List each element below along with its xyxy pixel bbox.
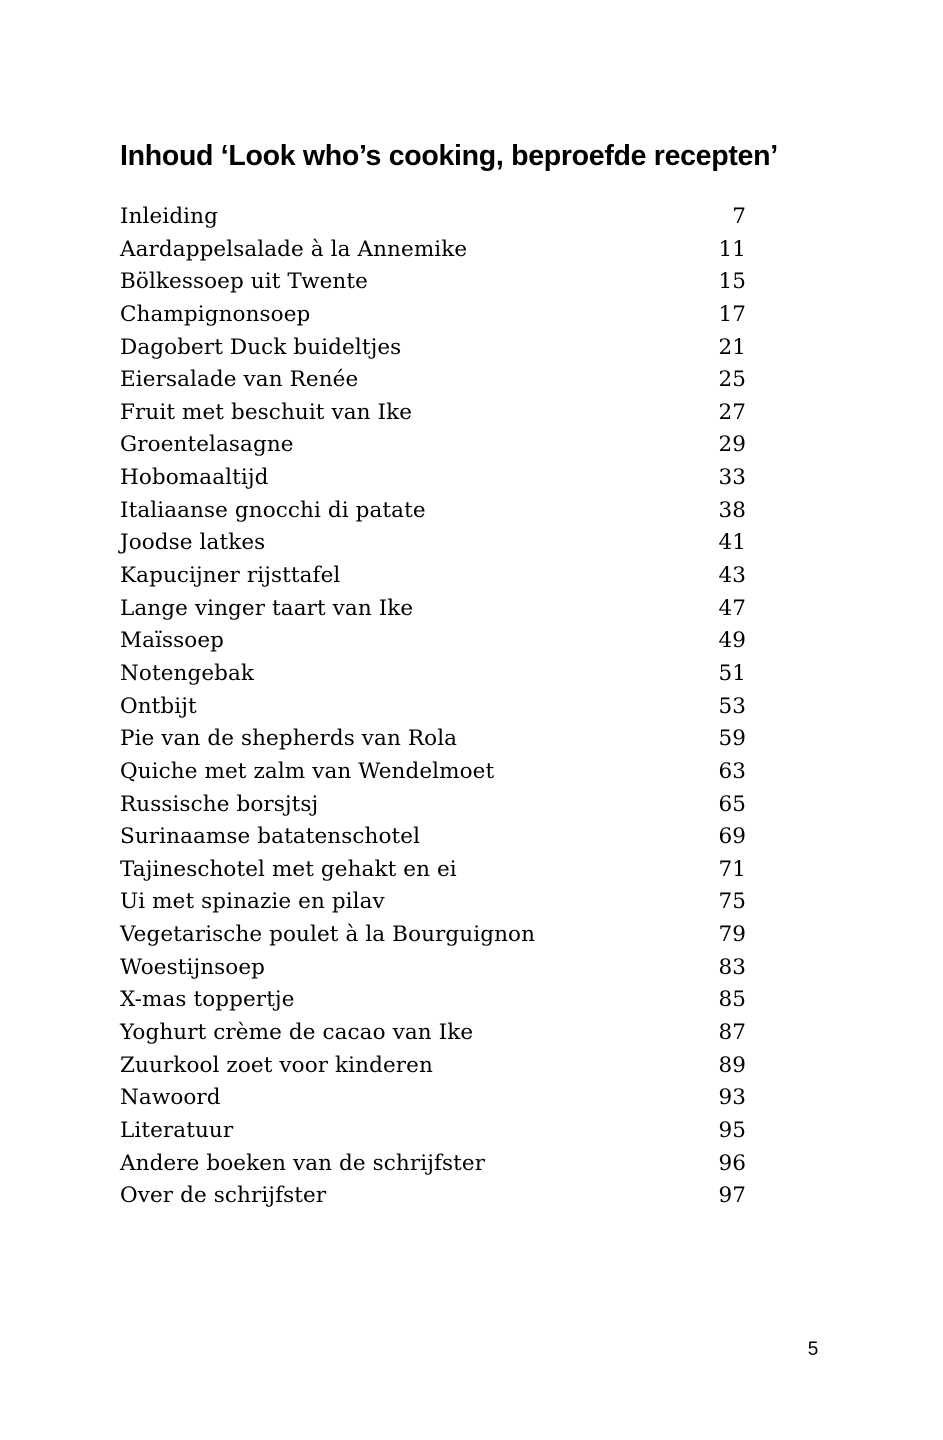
toc-entry: [120, 628, 746, 661]
toc-entry-page: 59: [718, 726, 746, 752]
toc-entry-page: 75: [718, 889, 746, 915]
toc-entry-title: Russische borsjtsj: [120, 791, 319, 817]
toc-entry: [120, 955, 746, 988]
toc-entry: [120, 498, 746, 531]
toc-entry: [120, 237, 746, 270]
toc-entry-page: 87: [718, 1020, 746, 1046]
toc-entry: [120, 204, 746, 237]
toc-entry-title: Over de schrijfster: [120, 1183, 327, 1209]
toc-entry: [120, 367, 746, 400]
toc-entry: [120, 1151, 746, 1184]
toc-entry-title: Yoghurt crème de cacao van Ike: [120, 1020, 474, 1046]
page-number: 5: [807, 1339, 819, 1360]
toc-entry-title: Maïssoep: [120, 628, 225, 654]
toc-entry: [120, 432, 746, 465]
toc-entry: [120, 987, 746, 1020]
toc-entry-page: 11: [718, 236, 746, 262]
toc-entry-title: Kapucijner rijsttafel: [120, 563, 341, 589]
toc-entry-title: Eiersalade van Renée: [120, 367, 359, 393]
toc-entry: [120, 302, 746, 335]
toc-entry-title: Notengebak: [120, 660, 255, 686]
toc-entry-page: 79: [718, 922, 746, 948]
toc-entry: [120, 596, 746, 629]
toc-entry-title: Lange vinger taart van Ike: [120, 595, 414, 621]
toc-entry: [120, 889, 746, 922]
toc-entry-title: Groentelasagne: [120, 432, 294, 458]
toc-entry-title: Zuurkool zoet voor kinderen: [120, 1052, 433, 1078]
toc-entry: [120, 694, 746, 727]
toc-entry-page: 47: [718, 595, 746, 621]
toc-entry: [120, 824, 746, 857]
toc-entry-title: Fruit met beschuit van Ike: [120, 399, 413, 425]
toc-entry-title: Champignonsoep: [120, 301, 311, 327]
toc-entry-page: 63: [718, 758, 746, 784]
toc-entry-page: 97: [718, 1183, 746, 1209]
toc-entry: [120, 1020, 746, 1053]
toc-entry-title: Quiche met zalm van Wendelmoet: [120, 758, 495, 784]
toc-entry-page: 25: [718, 367, 746, 393]
toc-entry-title: X-mas toppertje: [120, 987, 295, 1013]
toc-entry-page: 93: [718, 1085, 746, 1111]
toc-entry: [120, 465, 746, 498]
toc-entry: [120, 922, 746, 955]
toc-entry-page: 17: [718, 301, 746, 327]
toc-entry-page: 7: [732, 204, 746, 229]
toc-entry: [120, 1118, 746, 1151]
toc-entry: [120, 792, 746, 825]
toc-entry-page: 69: [718, 824, 746, 850]
toc-entry-page: 71: [718, 856, 746, 882]
toc-entry-page: 89: [718, 1052, 746, 1078]
toc-entry: [120, 563, 746, 596]
toc-entry-page: 96: [718, 1150, 746, 1176]
toc-entry-title: Vegetarische poulet à la Bourguignon: [120, 922, 536, 948]
toc-entry-page: 38: [718, 497, 746, 523]
toc-entry-title: Pie van de shepherds van Rola: [120, 726, 458, 752]
toc-entry-title: Italiaanse gnocchi di patate: [120, 497, 426, 523]
toc-entry-title: Bölkessoep uit Twente: [120, 269, 368, 295]
table-of-contents: [120, 204, 746, 1216]
toc-entry-title: Aardappelsalade à la Annemike: [120, 236, 468, 262]
toc-entry: [120, 759, 746, 792]
toc-entry-page: 15: [718, 269, 746, 295]
page-title: Inhoud ‘Look who’s cooking, beproefde recepten’: [120, 140, 778, 172]
toc-entry-title: Andere boeken van de schrijfster: [120, 1150, 486, 1176]
toc-entry-page: 49: [718, 628, 746, 654]
toc-entry-page: 29: [718, 432, 746, 458]
toc-entry-page: 27: [718, 399, 746, 425]
toc-entry-page: 33: [718, 465, 746, 491]
toc-entry-page: 83: [718, 954, 746, 980]
toc-entry-page: 21: [718, 334, 746, 360]
toc-entry: [120, 1053, 746, 1086]
toc-entry: [120, 1183, 746, 1216]
toc-entry-page: 53: [718, 693, 746, 719]
toc-entry-page: 65: [718, 791, 746, 817]
toc-entry-title: Ui met spinazie en pilav: [120, 889, 385, 915]
toc-entry-title: Tajineschotel met gehakt en ei: [120, 856, 457, 882]
toc-entry-page: 41: [718, 530, 746, 556]
toc-entry-page: 43: [718, 563, 746, 589]
toc-entry-page: 85: [718, 987, 746, 1013]
toc-entry-page: 95: [718, 1117, 746, 1143]
toc-entry-title: Surinaamse batatenschotel: [120, 824, 421, 850]
toc-entry: [120, 1085, 746, 1118]
toc-entry-title: Woestijnsoep: [120, 954, 266, 980]
toc-entry-title: Dagobert Duck buideltjes: [120, 334, 402, 360]
toc-entry: [120, 269, 746, 302]
toc-entry-title: Ontbijt: [120, 693, 197, 719]
toc-entry-title: Inleiding: [120, 204, 218, 229]
toc-entry: [120, 661, 746, 694]
toc-entry: [120, 400, 746, 433]
toc-entry-title: Hobomaaltijd: [120, 465, 269, 491]
toc-entry: [120, 530, 746, 563]
toc-entry-page: 51: [718, 660, 746, 686]
toc-entry: [120, 857, 746, 890]
toc-entry-title: Nawoord: [120, 1085, 221, 1111]
toc-entry: [120, 726, 746, 759]
toc-entry-title: Joodse latkes: [120, 530, 266, 556]
toc-entry: [120, 335, 746, 368]
toc-entry-title: Literatuur: [120, 1117, 234, 1143]
